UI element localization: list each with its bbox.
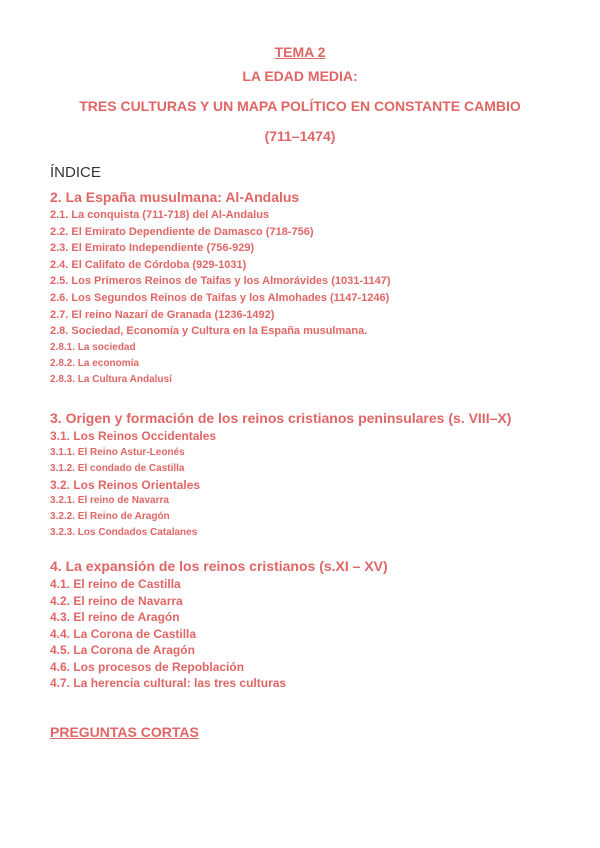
toc-subentry[interactable]: 3.2.3. Los Condados Catalanes [50, 527, 198, 538]
toc-subentry[interactable]: 3.1.1. El Reino Astur-Leonés [50, 446, 185, 458]
preguntas-cortas-heading: PREGUNTAS CORTAS [50, 724, 199, 740]
toc-entry[interactable]: 4.1. El reino de Castilla [50, 577, 181, 591]
edad-heading: LA EDAD MEDIA: [242, 68, 358, 84]
toc-entry[interactable]: 2.7. El reino Nazarí de Granada (1236-1492) [50, 308, 275, 321]
toc-entry[interactable]: 3.1. Los Reinos Occidentales [50, 429, 217, 443]
toc-subentry[interactable]: 2.8.1. La sociedad [50, 341, 136, 353]
toc-entry[interactable]: 2.4. El Califato de Córdoba (929-1031) [50, 258, 247, 271]
toc-section-4 [50, 556, 590, 692]
toc-subentry[interactable]: 3.1.2. El condado de Castilla [50, 462, 185, 474]
dates-heading: (711–1474) [264, 128, 336, 144]
toc-entry[interactable]: 2.1. La conquista (711-718) del Al-Andalus [50, 209, 270, 221]
toc-entry[interactable]: 2.2. El Emirato Dependiente de Damasco (718-756) [50, 225, 314, 238]
subtitle-heading: TRES CULTURAS Y UN MAPA POLÍTICO EN CONSTANTE CAMBIO [79, 98, 521, 114]
toc-entry[interactable]: 3.2. Los Reinos Orientales [50, 477, 201, 492]
toc-section-2 [50, 187, 590, 388]
toc-subentry[interactable]: 2.8.2. La economía [50, 357, 139, 369]
toc-entry[interactable]: 4.7. La herencia cultural: las tres culturas [50, 676, 287, 690]
tema-heading: TEMA 2 [274, 44, 326, 60]
section-title[interactable]: 4. La expansión de los reinos cristianos (s.XI – XV) [50, 558, 388, 574]
section-title[interactable]: 3. Origen y formación de los reinos cristianos peninsulares (s. VIII–X) [50, 410, 512, 426]
toc-entry[interactable]: 2.3. El Emirato Independiente (756-929) [50, 242, 255, 255]
toc-entry[interactable]: 2.8. Sociedad, Economía y Cultura en la España musulmana. [50, 325, 368, 338]
toc-subentry[interactable]: 2.8.3. La Cultura Andalusí [50, 373, 172, 385]
index-label: ÍNDICE [50, 164, 101, 181]
section-title[interactable]: 2. La España musulmana: Al-Andalus [50, 189, 300, 205]
toc-subentry[interactable]: 3.2.1. El reino de Navarra [50, 495, 169, 506]
toc-section-3 [50, 408, 590, 541]
toc-entry[interactable]: 2.5. Los Primeros Reinos de Taifas y los Almorávides (1031-1147) [50, 275, 391, 288]
toc-entry[interactable]: 2.6. Los Segundos Reinos de Taifas y los Almohades (1147-1246) [50, 291, 390, 304]
toc-entry[interactable]: 4.3. El reino de Aragón [50, 610, 180, 624]
toc-entry[interactable]: 4.5. La Corona de Aragón [50, 643, 195, 657]
toc-entry[interactable]: 4.2. El reino de Navarra [50, 593, 183, 608]
toc-subentry[interactable]: 3.2.2. El Reino de Aragón [50, 511, 170, 522]
toc-entry[interactable]: 4.4. La Corona de Castilla [50, 626, 197, 641]
toc-entry[interactable]: 4.6. Los procesos de Repoblación [50, 659, 245, 674]
